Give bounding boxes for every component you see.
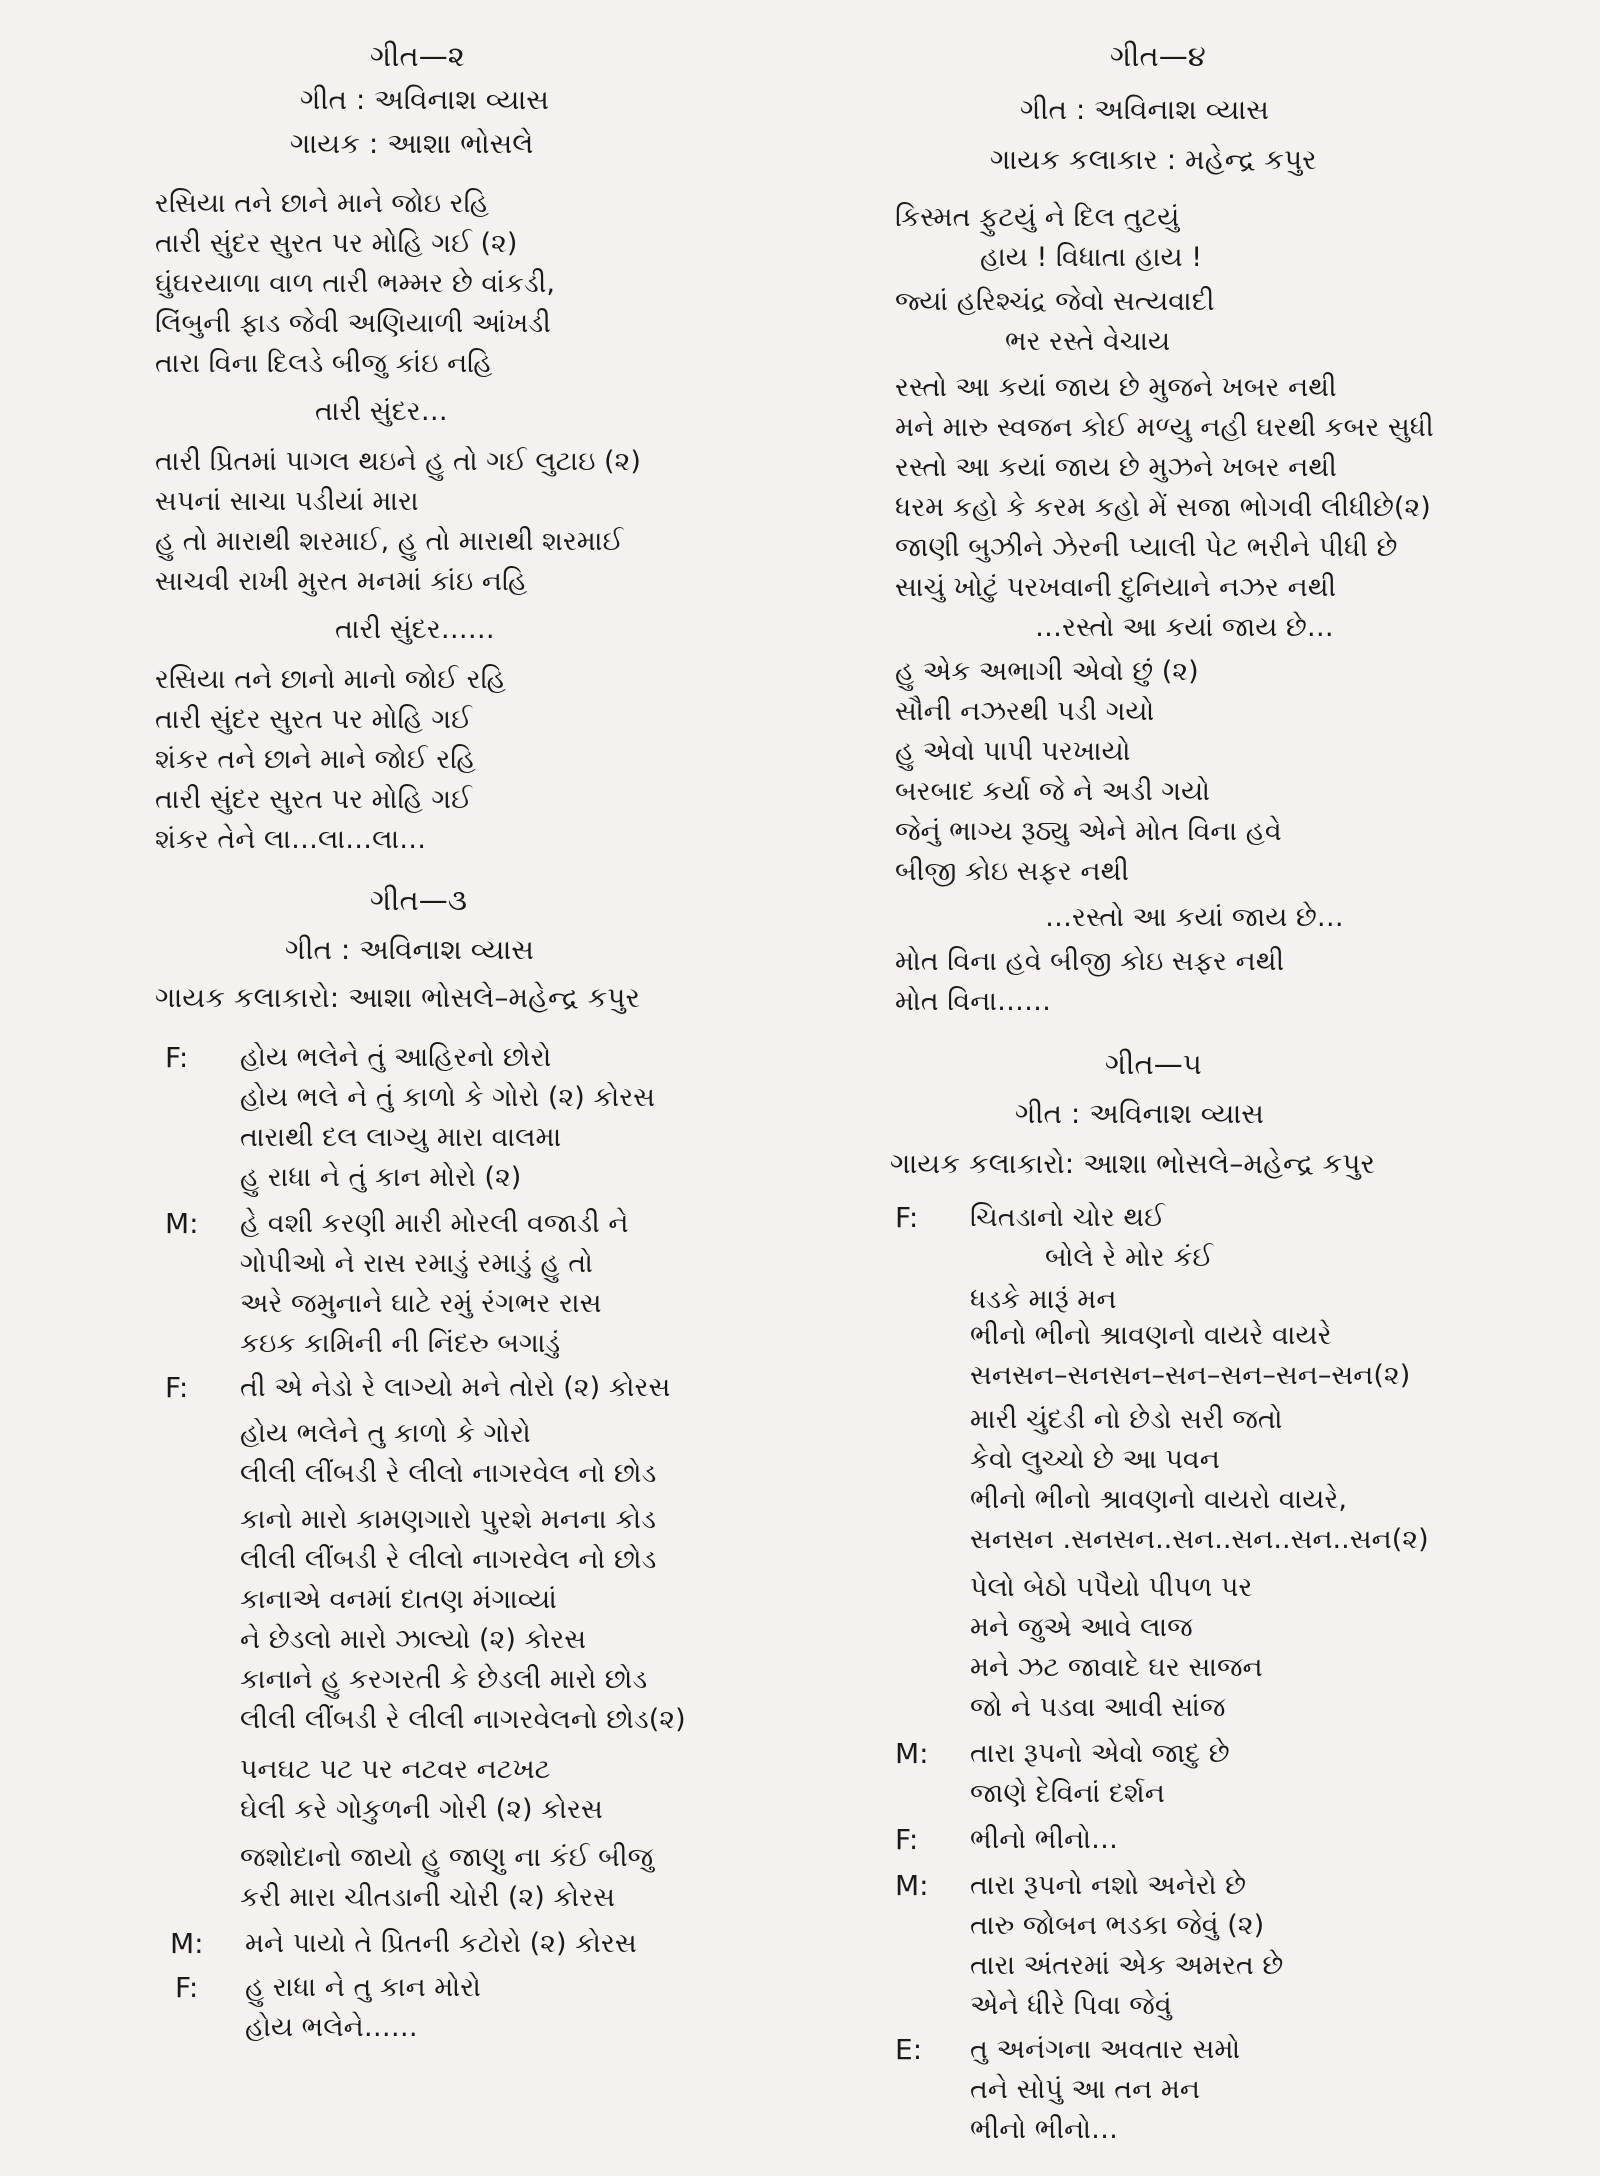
song5-singer: ગાયક કલાકારો: આશા ભોસલે–મહેન્દ્ર કપુર	[890, 1147, 1375, 1180]
lyric-line: હે વશી કરણી મારી મોરલી વજાડી ને	[240, 1208, 629, 1239]
lyric-line: તારા રૂપનો નશો અનેરો છે	[970, 1870, 1247, 1901]
refrain-line: …રસ્તો આ કયાં જાય છે…	[1035, 612, 1334, 643]
lyric-line: ને છેડલો મારો ઝાલ્યો (૨) કોરસ	[240, 1624, 587, 1655]
lyric-line: મોત વિના હવે બીજી કોઇ સફર નથી	[895, 946, 1285, 977]
lyric-line: હોય ભલેને તુ કાળો કે ગોરો	[240, 1418, 531, 1449]
lyric-line: કિસ્મત ફુટયું ને દિલ તુટયું	[895, 202, 1180, 233]
lyric-line: લીલી લીંબડી રે લીલી નાગરવેલનો છોડ(૨)	[240, 1704, 686, 1735]
lyric-line: શંકર તને છાને માને જોઈ રહિ	[155, 744, 476, 775]
lyric-line: તારા રૂપનો એવો જાદુ છે	[970, 1738, 1230, 1769]
lyric-line: કાનાએ વનમાં દાતણ મંગાવ્યાં	[240, 1584, 557, 1615]
speaker-label: F:	[165, 1371, 189, 1404]
lyric-line: તારાથી દલ લાગ્યુ મારા વાલમા	[240, 1122, 562, 1153]
lyric-line: તારી સુંદર સુરત પર મોહિ ગઈ	[155, 784, 472, 815]
lyric-line: લીલી લીંબડી રે લીલો નાગરવેલ નો છોડ	[240, 1458, 657, 1489]
lyric-line: તારુ જોબન ભડકા જેવું (૨)	[970, 1910, 1265, 1941]
song4-lyricist: ગીત : અવિનાશ વ્યાસ	[1020, 93, 1269, 126]
lyric-line: બરબાદ કર્યા જે ને અડી ગયો	[895, 776, 1210, 807]
speaker-label: M:	[165, 1207, 199, 1240]
lyric-line: તારી પ્રિતમાં પાગલ થઇને હુ તો ગઈ લુટાઇ (૨)	[155, 446, 641, 477]
lyric-line: જાણી બુઝીને ઝેરની પ્યાલી પેટ ભરીને પીધી છે	[895, 532, 1398, 563]
lyric-line: જ્યાં હરિશ્ચંદ્ર જેવો સત્યવાદી	[895, 286, 1215, 317]
lyric-line: હોય ભલેને……	[245, 2012, 418, 2043]
lyric-line: કરી મારા ચીતડાની ચોરી (૨) કોરસ	[240, 1882, 615, 1913]
lyric-line: મને પાયો તે પ્રિતની કટોરો (૨) કોરસ	[245, 1928, 637, 1959]
lyric-line: સૌની નઝરથી પડી ગયો	[895, 696, 1155, 727]
lyric-line: જાણે દેવિનાં દર્શન	[970, 1778, 1165, 1809]
lyric-line: બીજી કોઇ સફર નથી	[895, 856, 1129, 887]
song3-title: ગીત—૩	[370, 883, 468, 917]
lyric-line: જેનું ભાગ્ય રૂઠ્યુ એને મોત વિના હવે	[895, 816, 1282, 847]
song2-lyricist: ગીત : અવિનાશ વ્યાસ	[300, 83, 549, 116]
lyric-line: શંકર તેને લા…લા…લા…	[155, 824, 427, 855]
lyric-line: મને મારુ સ્વજન કોઈ મળ્યુ નહી ઘરથી કબર સુધી	[895, 412, 1434, 443]
lyric-line: ભીનો ભીનો શ્રાવણનો વાયરે વાયરે	[970, 1320, 1332, 1351]
lyric-line: મારી ચુંદડી નો છેડો સરી જતો	[970, 1404, 1283, 1435]
lyric-line: ધડકે મારૂં મન	[970, 1284, 1117, 1315]
song3-singer: ગાયક કલાકારો: આશા ભોસલે–મહેન્દ્ર કપુર	[155, 981, 640, 1014]
refrain-line: તારી સુંદર……	[335, 614, 495, 645]
speaker-label: F:	[895, 1823, 919, 1856]
lyric-line: ઘેલી કરે ગોકુળની ગોરી (૨) કોરસ	[240, 1794, 603, 1825]
lyric-line: કાનો મારો કામણગારો પુરશે મનના કોડ	[240, 1504, 656, 1535]
speaker-label: F:	[165, 1041, 189, 1074]
song3-lyricist: ગીત : અવિનાશ વ્યાસ	[285, 933, 534, 966]
lyric-line: લીલી લીંબડી રે લીલો નાગરવેલ નો છોડ	[240, 1544, 657, 1575]
song5-title: ગીત—૫	[1105, 1047, 1202, 1081]
lyric-line: ભીનો ભીનો શ્રાવણનો વાયરો વાયરે,	[970, 1484, 1347, 1515]
lyric-line: તને સોપું આ તન મન	[970, 2074, 1201, 2105]
refrain-line: …રસ્તો આ કયાં જાય છે…	[1045, 902, 1344, 933]
lyric-line: હાય ! વિધાતા હાય !	[980, 242, 1203, 273]
lyric-line: ગોપીઓ ને રાસ રમાડું રમાડું હુ તો	[240, 1248, 593, 1279]
lyric-line: હુ એવો પાપી પરખાયો	[895, 736, 1131, 767]
lyric-line: સનસન .સનસન..સન..સન..સન..સન(૨)	[970, 1524, 1429, 1555]
lyric-line: પેલો બેઠો પપૈયો પીપળ પર	[970, 1572, 1253, 1603]
lyric-line: ભીનો ભીનો…	[970, 1824, 1118, 1855]
lyric-line: પનઘટ પટ પર નટવર નટખટ	[240, 1754, 551, 1785]
lyric-line: સનસન–સનસન–સન–સન–સન–સન(૨)	[970, 1360, 1411, 1391]
lyric-line: કાનાને હુ કરગરતી કે છેડલી મારો છોડ	[240, 1664, 648, 1695]
speaker-label: F:	[175, 1971, 199, 2004]
lyric-line: હુ રાધા ને તુ કાન મોરો	[245, 1972, 481, 2003]
lyric-line: કઇક કામિની ની નિંદરુ બગાડું	[240, 1328, 561, 1359]
song5-lyricist: ગીત : અવિનાશ વ્યાસ	[1015, 1097, 1264, 1130]
lyric-line: હોય ભલેને તું આહિરનો છોરો	[240, 1042, 552, 1073]
lyric-line: તારા વિના દિલડે બીજુ કાંઇ નહિ	[155, 348, 493, 379]
lyric-line: રસિયા તને છાનો માનો જોઈ રહિ	[155, 664, 506, 695]
lyric-line: રસ્તો આ કયાં જાય છે મુજને ખબર નથી	[895, 372, 1337, 403]
song2-title: ગીત—૨	[370, 39, 465, 73]
lyric-line: હોય ભલે ને તું કાળો કે ગોરો (૨) કોરસ	[240, 1082, 656, 1113]
lyric-line: લિંબુની ફાડ જેવી અણિયાળી આંખડી	[155, 308, 551, 339]
lyric-line: તારી સુંદર સુરત પર મોહિ ગઈ	[155, 704, 472, 735]
lyric-line: બોલે રે મોર કંઈ	[1045, 1242, 1214, 1273]
lyric-line: તારી સુંદર સુરત પર મોહિ ગઈ (૨)	[155, 228, 518, 259]
lyric-line: અરે જમુનાને ઘાટે રમું રંગભર રાસ	[240, 1288, 602, 1319]
lyric-line: ઘુંઘરયાળા વાળ તારી ભમ્મર છે વાંકડી,	[155, 268, 555, 299]
speaker-label: E:	[895, 2033, 923, 2066]
song4-title: ગીત—૪	[1110, 39, 1206, 73]
lyric-line: જો ને પડવા આવી સાંજ	[970, 1692, 1226, 1723]
lyric-line: મને ઝટ જાવાદે ઘર સાજન	[970, 1652, 1263, 1683]
lyric-line: તુ અનંગના અવતાર સમો	[970, 2034, 1241, 2065]
lyric-line: ભીનો ભીનો…	[970, 2114, 1118, 2145]
lyric-line: મોત વિના……	[895, 986, 1051, 1017]
lyric-line: સાચવી રાખી મુરત મનમાં કાંઇ નહિ	[155, 566, 528, 597]
lyric-line: ભર રસ્તે વેચાય	[1005, 326, 1171, 357]
lyric-line: હુ રાધા ને તું કાન મોરો (૨)	[240, 1162, 522, 1193]
song2-singer: ગાયક : આશા ભોસલે	[290, 127, 534, 160]
lyric-line: રસિયા તને છાને માને જોઇ રહિ	[155, 188, 489, 219]
lyric-line: મને જુએ આવે લાજ	[970, 1612, 1193, 1643]
lyric-line: ચિતડાનો ચોર થઈ	[970, 1202, 1165, 1233]
lyric-line: તી એ નેડો રે લાગ્યો મને તોરો (૨) કોરસ	[240, 1372, 671, 1403]
lyric-line: સાચું ખોટું પરખવાની દુનિયાને નઝર નથી	[895, 572, 1337, 603]
lyric-line: તારા અંતરમાં એક અમરત છે	[970, 1950, 1284, 1981]
song4-singer: ગાયક કલાકાર : મહેન્દ્ર કપુર	[990, 143, 1317, 176]
speaker-label: M:	[895, 1737, 929, 1770]
lyric-line: સપનાં સાચા પડીયાં મારા	[155, 486, 419, 517]
speaker-label: M:	[170, 1927, 204, 1960]
lyric-line: ધરમ કહો કે કરમ કહો મેં સજા ભોગવી લીધીછે(૨)	[895, 492, 1431, 523]
lyric-line: એને ધીરે પિવા જેવું	[970, 1990, 1172, 2021]
lyric-line: કેવો લુચ્ચો છે આ પવન	[970, 1444, 1220, 1475]
speaker-label: F:	[895, 1201, 919, 1234]
refrain-line: તારી સુંદર…	[315, 396, 448, 427]
lyric-line: જશોદાનો જાયો હુ જાણુ ના કંઈ બીજુ	[240, 1842, 654, 1873]
lyric-line: હુ તો મારાથી શરમાઈ, હુ તો મારાથી શરમાઈ	[155, 526, 624, 557]
lyric-line: રસ્તો આ કયાં જાય છે મુઝને ખબર નથી	[895, 452, 1337, 483]
lyric-line: હુ એક અભાગી એવો છું (૨)	[895, 656, 1199, 687]
speaker-label: M:	[895, 1869, 929, 1902]
